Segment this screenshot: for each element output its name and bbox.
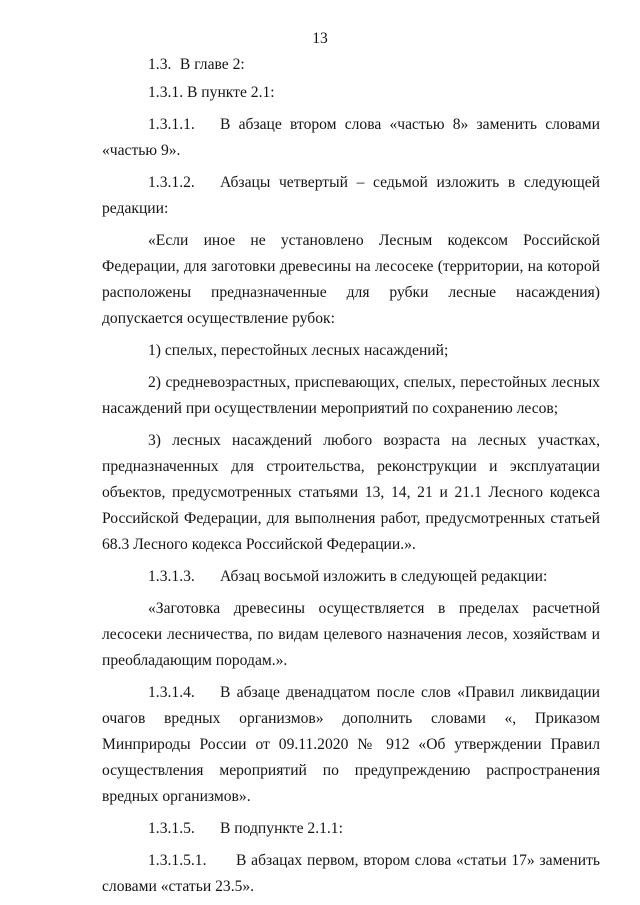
paragraph-1-3-1-4 bbox=[102, 680, 600, 810]
paragraph-text: 3) лесных насаждений любого возраста на лесных участках, предназначенных для строительства, реконструкции и эксплуатации объектов, предусмотренных статьями 13, 14, 21 и 21.1 Лесного кодекса Российской Федерации, для выполнения работ, предусмотренных статьей 68.3 Лесного кодекса Российской Федерации.». bbox=[102, 432, 600, 553]
clause-number: 1.3.1.3. bbox=[148, 568, 195, 585]
paragraph-text: Абзац восьмой изложить в следующей редакции: bbox=[220, 568, 548, 585]
page-number: 13 bbox=[312, 30, 328, 47]
paragraph-1-3-1-5-1 bbox=[102, 848, 600, 900]
paragraph-1-3-1-3 bbox=[102, 564, 600, 590]
document-body bbox=[102, 52, 600, 900]
clause-number: 1.3. bbox=[148, 56, 172, 73]
paragraph-text: В главе 2: bbox=[179, 56, 245, 73]
paragraph-text: «Если иное не установлено Лесным кодексом Российской Федерации, для заготовки древесины на лесосеке (территории, на которой расположены предназначенные для рубки лесные насаждения) допускается осуществление рубок: bbox=[102, 232, 600, 327]
quoted-paragraph-harvest bbox=[102, 596, 600, 674]
paragraph-text: В абзацах первом, втором слова «статьи 17» заменить словами «статьи 23.5». bbox=[102, 852, 600, 895]
paragraph-1-3 bbox=[102, 52, 600, 78]
paragraph-text: «Заготовка древесины осуществляется в пределах расчетной лесосеки лесничества, по видам целевого назначения лесов, хозяйствам и преобладающим породам.». bbox=[102, 600, 600, 669]
paragraph-text: В абзаце двенадцатом после слов «Правил ликвидации очагов вредных организмов» дополнить словами «, Приказом Минприроды России от 09.11.2020 № 912 «Об утверждении Правил осуществления мероприятий по предупреждению распространения вредных организмов». bbox=[102, 684, 600, 805]
paragraph-text: 1) спелых, перестойных лесных насаждений; bbox=[148, 342, 449, 359]
list-item-3 bbox=[102, 428, 600, 558]
clause-number: 1.3.1.5. bbox=[148, 820, 195, 837]
paragraph-text: В абзаце втором слова «частью 8» заменить словами «частью 9». bbox=[102, 116, 600, 159]
quoted-paragraph-intro bbox=[102, 228, 600, 332]
paragraph-1-3-1-5 bbox=[102, 816, 600, 842]
paragraph-text: 2) средневозрастных, приспевающих, спелых, перестойных лесных насаждений при осуществлении мероприятий по сохранению лесов; bbox=[102, 374, 600, 417]
clause-number: 1.3.1. bbox=[148, 84, 184, 101]
list-item-1 bbox=[102, 338, 600, 364]
clause-number: 1.3.1.5.1. bbox=[148, 852, 207, 869]
paragraph-text: В пункте 2.1: bbox=[187, 84, 275, 101]
paragraph-1-3-1 bbox=[102, 80, 600, 106]
list-item-2 bbox=[102, 370, 600, 422]
paragraph-text: В подпункте 2.1.1: bbox=[220, 820, 343, 837]
paragraph-text: Абзацы четвертый – седьмой изложить в следующей редакции: bbox=[102, 174, 600, 217]
clause-number: 1.3.1.1. bbox=[148, 116, 195, 133]
paragraph-1-3-1-1 bbox=[102, 112, 600, 164]
clause-number: 1.3.1.2. bbox=[148, 174, 195, 191]
clause-number: 1.3.1.4. bbox=[148, 684, 195, 701]
paragraph-1-3-1-2 bbox=[102, 170, 600, 222]
